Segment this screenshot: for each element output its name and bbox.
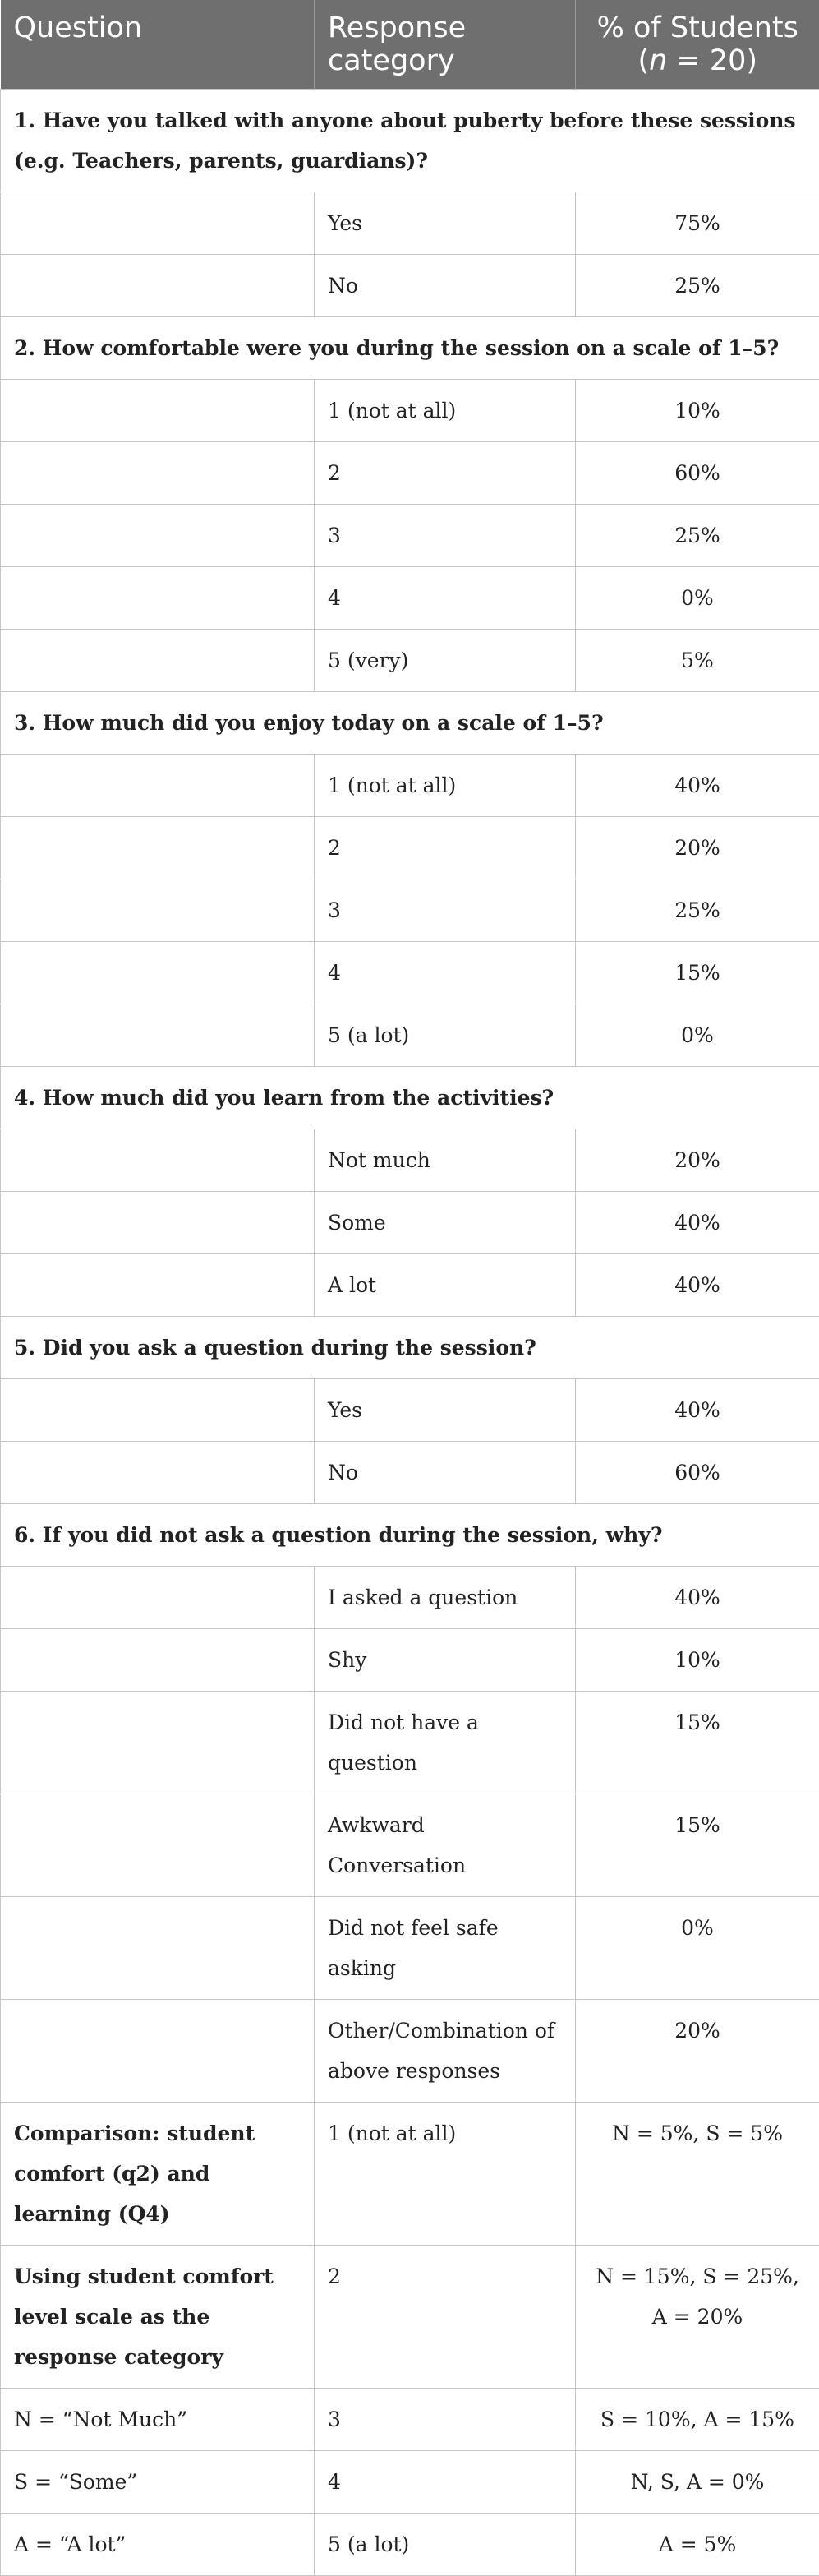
empty-cell [1,1692,315,1794]
response-category: A lot [315,1254,576,1317]
percent-value: 40% [576,1254,819,1317]
response-category: 4 [315,2451,576,2514]
percent-value: 40% [576,1379,819,1442]
question-row [1,692,819,755]
table-row [1,1192,819,1254]
comparison-row [1,2246,819,2389]
percent-value: 40% [576,1567,819,1629]
response-category: Yes [315,192,576,255]
question-text: 6. If you did not ask a question during the session, why? [1,1504,819,1567]
percent-value: 40% [576,1192,819,1254]
empty-cell [1,879,315,942]
table-row [1,1794,819,1897]
table-row [1,942,819,1004]
percent-value: 25% [576,879,819,942]
comparison-row [1,2514,819,2576]
response-category: 5 (a lot) [315,2514,576,2576]
percent-value: 40% [576,755,819,817]
table-row [1,1897,819,2000]
response-category: 1 (not at all) [315,755,576,817]
question-row [1,317,819,380]
response-category: 3 [315,505,576,567]
percent-value: N = 15%, S = 25%, A = 20% [576,2246,819,2389]
empty-cell [1,1442,315,1504]
response-category: Awkward Conversation [315,1794,576,1897]
percent-value: 5% [576,630,819,692]
response-category: Not much [315,1129,576,1192]
response-category: Other/Combination of above responses [315,2000,576,2103]
empty-cell [1,1897,315,2000]
empty-cell [1,942,315,1004]
legend-label: N = “Not Much” [1,2389,315,2451]
table-row [1,1629,819,1692]
table-row [1,630,819,692]
response-category: 1 (not at all) [315,2103,576,2246]
response-category: 2 [315,442,576,505]
table-row [1,755,819,817]
empty-cell [1,1192,315,1254]
percent-value: 60% [576,1442,819,1504]
percent-value: 15% [576,1794,819,1897]
table-row [1,192,819,255]
response-category: 3 [315,879,576,942]
response-category: Some [315,1192,576,1254]
response-category: 3 [315,2389,576,2451]
percent-value: N = 5%, S = 5% [576,2103,819,2246]
response-category: Did not feel safe asking [315,1897,576,2000]
question-row [1,1067,819,1129]
empty-cell [1,1004,315,1067]
percent-value: 25% [576,505,819,567]
table-row [1,1442,819,1504]
table-row [1,2000,819,2103]
percent-value: S = 10%, A = 15% [576,2389,819,2451]
table-row [1,505,819,567]
question-row [1,1317,819,1379]
empty-cell [1,1629,315,1692]
question-text: 4. How much did you learn from the activities? [1,1067,819,1129]
percent-value: 20% [576,1129,819,1192]
percent-value: 60% [576,442,819,505]
response-category: Shy [315,1629,576,1692]
header-question: Question [1,0,315,90]
empty-cell [1,630,315,692]
percent-value: 0% [576,1004,819,1067]
empty-cell [1,442,315,505]
percent-value: 10% [576,1629,819,1692]
percent-value: 10% [576,380,819,442]
comparison-label: Using student comfort level scale as the response category [1,2246,315,2389]
response-category: 4 [315,567,576,630]
empty-cell [1,1254,315,1317]
header-response-category: Response category [315,0,576,90]
percent-value: N, S, A = 0% [576,2451,819,2514]
table-row [1,1129,819,1192]
question-row [1,90,819,192]
empty-cell [1,755,315,817]
table-row [1,1254,819,1317]
comparison-label: Comparison: student comfort (q2) and learning (Q4) [1,2103,315,2246]
empty-cell [1,192,315,255]
empty-cell [1,380,315,442]
comparison-row [1,2103,819,2246]
table-row [1,879,819,942]
empty-cell [1,2000,315,2103]
response-category: 5 (a lot) [315,1004,576,1067]
response-category: 5 (very) [315,630,576,692]
percent-value: 0% [576,1897,819,2000]
legend-label: A = “A lot” [1,2514,315,2576]
empty-cell [1,1794,315,1897]
response-category: 4 [315,942,576,1004]
response-category: Yes [315,1379,576,1442]
legend-label: S = “Some” [1,2451,315,2514]
question-text: 5. Did you ask a question during the session? [1,1317,819,1379]
table-row [1,380,819,442]
response-category: No [315,255,576,317]
table-row [1,1692,819,1794]
percent-value: 20% [576,2000,819,2103]
response-category: 2 [315,817,576,879]
percent-value: 15% [576,1692,819,1794]
table-row [1,567,819,630]
empty-cell [1,1567,315,1629]
empty-cell [1,1129,315,1192]
response-category: No [315,1442,576,1504]
question-text: 1. Have you talked with anyone about puberty before these sessions (e.g. Teachers, parents, guardians)? [1,90,819,192]
table-header-row [1,0,819,90]
table-row [1,1379,819,1442]
response-category: I asked a question [315,1567,576,1629]
percent-value: 0% [576,567,819,630]
table-row [1,255,819,317]
empty-cell [1,255,315,317]
percent-value: 75% [576,192,819,255]
response-category: 1 (not at all) [315,380,576,442]
comparison-row [1,2451,819,2514]
empty-cell [1,505,315,567]
table-row [1,442,819,505]
comparison-row [1,2389,819,2451]
empty-cell [1,1379,315,1442]
percent-value: 15% [576,942,819,1004]
percent-value: A = 5% [576,2514,819,2576]
table-row [1,1004,819,1067]
table-row [1,817,819,879]
table-row [1,1567,819,1629]
percent-value: 25% [576,255,819,317]
question-row [1,1504,819,1567]
response-category: 2 [315,2246,576,2389]
empty-cell [1,817,315,879]
question-text: 3. How much did you enjoy today on a scale of 1–5? [1,692,819,755]
empty-cell [1,567,315,630]
header-percent-students: % of Students (n = 20) [576,0,819,90]
percent-value: 20% [576,817,819,879]
question-text: 2. How comfortable were you during the session on a scale of 1–5? [1,317,819,380]
response-category: Did not have a question [315,1692,576,1794]
